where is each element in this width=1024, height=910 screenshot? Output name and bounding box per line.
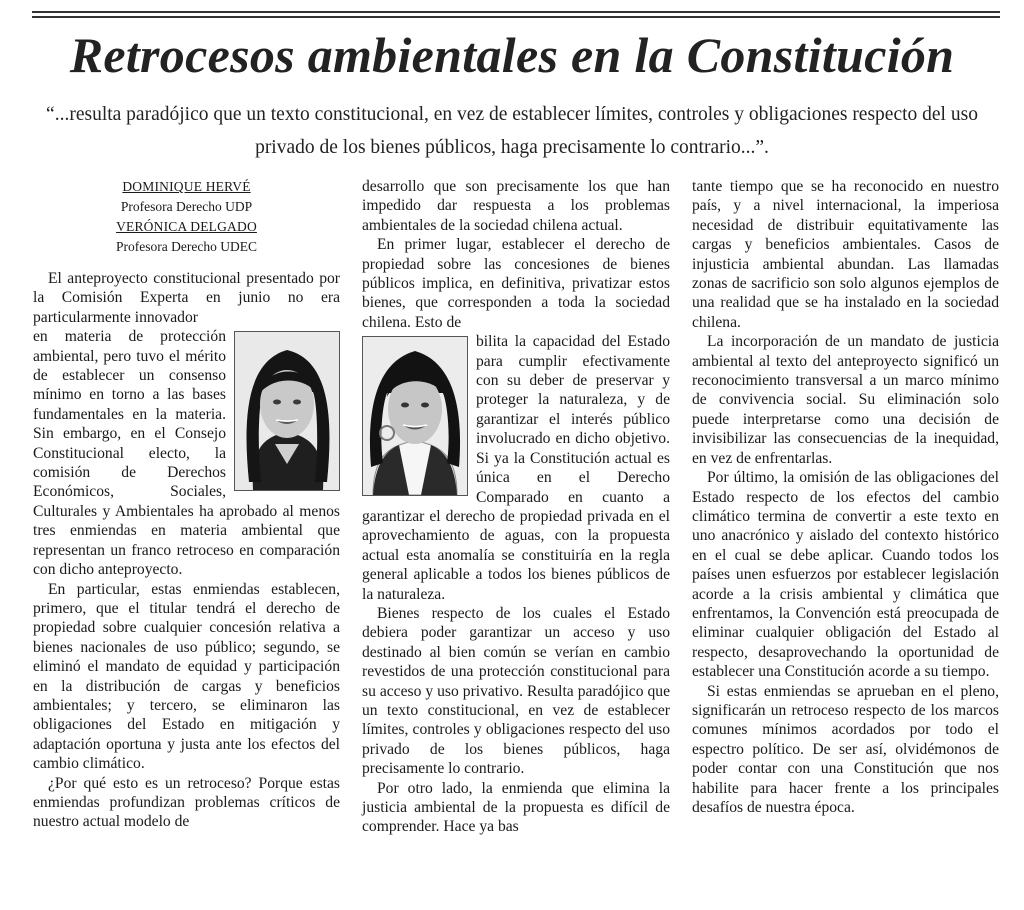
paragraph-clima: Por último, la omisión de las obligaciones del Estado respecto de los efectos del cambio climático termina de convertir a este texto en uno anacrónico y aislado del contexto histórico en el cual se debe aplicar. Cuando todos los países unen esfuerzos por establecer legislación acorde a la crisis ambiental y climática que enfrentamos, la Convención está preocupada de eliminar cualquier obligación del Estado al respecto, desaprovechando la oportunidad de establecer una Constitución acorde a su tiempo. bbox=[692, 469, 999, 681]
paragraph-retroceso-cont: desarrollo que son precisamente los que han impedido dar respuesta a los problemas ambientales de la sociedad chilena actual. bbox=[362, 178, 670, 234]
top-rule bbox=[32, 11, 1000, 18]
paragraph-enmiendas: En particular, estas enmiendas establecen, primero, que el titular tendrá el derecho de propiedad sobre cualquier concesión relativa a bienes nacionales de uso público; segundo, se eliminó el mandato de equidad y participación en la distribución de cargas y beneficios ambientales; y tercero, se eliminaron las obligaciones del Estado en mitigación y adaptación oportuna y justa ante los efectos del cambio climático. bbox=[33, 580, 340, 773]
author-photo-herve bbox=[234, 331, 340, 491]
author-role-1: Profesora Derecho UDP bbox=[120, 199, 253, 214]
paragraph-bienes: Bienes respecto de los cuales el Estado debiera poder garantizar un acceso y uso destinado al bien común se verían en cambio revestidos de una protección constitucional para su acceso y uso privativo. Resulta paradójico que un texto constitucional, en vez de establecer límites, controles y obligaciones respecto del uso privado de los bienes públicos, haga precisamente lo contrario. bbox=[362, 604, 670, 778]
portrait-delgado-image bbox=[363, 337, 467, 495]
paragraph-propiedad-cont: bilita la capacidad del Estado para cumplir efectivamente con su deber de preservar y proteger la naturaleza, y de garantizar el interés público involucrado en dicho objetivo. Si ya la Constitución actual es única en el Derecho Comparado en cuanto a garantizar el derecho de propiedad privada en el aprovechamiento de aguas, con la propuesta actual esta anomalía se constituiría en la regla general aplicable a todos los bienes públicos de la naturaleza. bbox=[362, 333, 670, 603]
headline: Retrocesos ambientales en la Constitución bbox=[69, 27, 955, 83]
article-column-2 bbox=[362, 177, 670, 837]
author-name-1: DOMINIQUE HERVÉ bbox=[122, 179, 251, 194]
paragraph-intro-cont: en materia de protección ambiental, pero tuvo el mérito de establecer un consenso mínimo en torno a las bases fundamentales en la materia. Sin embargo, en el Consejo Constitucional electo, la comisión de Derechos Económicos, Sociales, Culturales y Ambientales ha aprobado al menos tres enmiendas en materia ambiental que representan un franco retroceso en comparación con dicho anteproyecto. bbox=[33, 328, 340, 579]
paragraph-intro: El anteproyecto constitucional presentado por la Comisión Experta en junio no era particularmente innovador bbox=[33, 270, 340, 326]
article-column-1 bbox=[33, 177, 340, 832]
paragraph-retroceso: ¿Por qué esto es un retroceso? Porque estas enmiendas profundizan problemas críticos de nuestro actual modelo de bbox=[33, 774, 340, 831]
author-name-2: VERÓNICA DELGADO bbox=[116, 219, 257, 234]
author-photo-delgado bbox=[362, 336, 468, 496]
portrait-herve-image bbox=[235, 332, 339, 490]
article-column-3 bbox=[692, 177, 999, 817]
paragraph-propiedad: En primer lugar, establecer el derecho de propiedad sobre las concesiones de bienes públicos implica, en definitiva, privatizar estos bienes, que corresponden a toda la sociedad chilena. Esto de bbox=[362, 236, 670, 331]
paragraph-justicia-cont: tante tiempo que se ha reconocido en nuestro país, y a nivel internacional, la imperiosa necesidad de distribuir equitativamente las cargas y beneficios ambientales. Casos de injusticia ambiental abundan. Las llamadas zonas de sacrificio son solo algunos ejemplos de una realidad que se ha instalado en la sociedad chilena. bbox=[692, 178, 999, 331]
paragraph-justicia: Por otro lado, la enmienda que elimina la justicia ambiental de la propuesta es difícil de comprender. Hace ya bas bbox=[362, 779, 670, 836]
pull-quote: “...resulta paradójico que un texto constitucional, en vez de establecer límites, controles y obligaciones respecto del uso privado de los bienes públicos, haga precisamente lo contrario...”. bbox=[46, 104, 978, 158]
author-role-2: Profesora Derecho UDEC bbox=[116, 239, 257, 254]
paragraph-conclusion: Si estas enmiendas se aprueban en el pleno, significarán un retroceso respecto de los marcos comunes mínimos acordados por todo el espectro político. De ser así, olvidémonos de poder contar con una Constitución que nos habilite para hacer frente a los principales desafíos de nuestra época. bbox=[692, 682, 999, 816]
paragraph-mandato: La incorporación de un mandato de justicia ambiental al texto del anteproyecto significó un reconocimiento transversal a un marco mínimo de convivencia social. Su eliminación solo puede interpretarse como una decisión de invisibilizar las consecuencias de la inequidad, en vez de enfrentarlas. bbox=[692, 333, 999, 467]
